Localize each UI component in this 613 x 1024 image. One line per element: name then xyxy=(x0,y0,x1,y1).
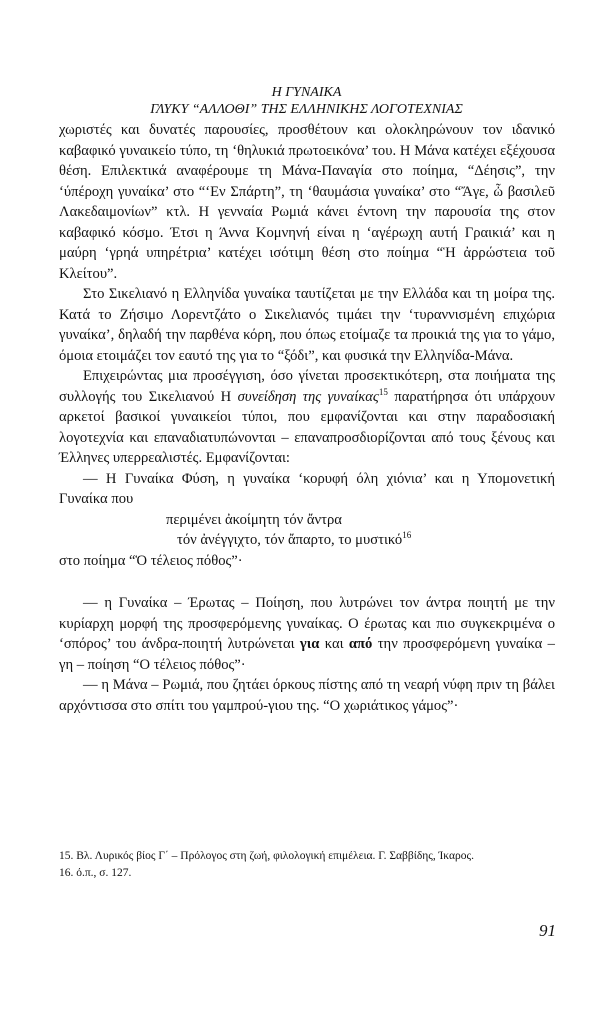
paragraph-7: — η Μάνα – Ρωμιά, που ζητάει όρκους πίστης από τη νεαρή νύφη πριν τη βάλει αρχόντισσα στο σπίτι του γαμπρού-γιου της. “Ο χωριάτικος γάμος”· xyxy=(59,677,555,714)
footnote-16: 16. ό.π., σ. 127. xyxy=(59,867,132,879)
verse-line-2 xyxy=(59,530,555,551)
paragraph-3-end: παρατήρησα ότι υπάρχουν αρκετοί βασικοί γυναικείοι τύποι, που εμφανίζονται και στην παραδοσιακή λογοτεχνία και επαναδιατυπώνονται – επαναπροσδιορίζονται από τους ξένους και Έλληνες υπερρεαλιστές. Εμφανίζονται: xyxy=(59,388,555,466)
paragraph-6-mid: και xyxy=(319,636,349,652)
header-title: Η ΓΥΝΑΙΚΑ xyxy=(271,85,342,100)
paragraph-4: — Η Γυναίκα Φύση, η γυναίκα ‘κορυφή όλη χιόνια’ και η Υπομονετική Γυναίκα που xyxy=(59,470,555,507)
verse-line-2-text: τόν ἀνέγγιχτο, τόν ἄπαρτο, το μυστικό xyxy=(177,532,403,548)
running-header xyxy=(60,84,553,118)
paragraph-6 xyxy=(59,593,555,675)
paragraph-2: Στο Σικελιανό η Ελληνίδα γυναίκα ταυτίζεται με την Ελλάδα και τη μοίρα της. Κατά το Ζήσιμο Λορεντζάτο ο Σικελιανός τιμάει την ‘τυραννισμένη επιχώρια γυναίκα’, δηλαδή την παρθένα κόρη, που όπως ετοίμαζε τα προικιά της για το γάμο, όμοια ετοιμάζει τον εαυτό της για το “ξόδι”, και φυσικά την Ελληνίδα-Μάνα. xyxy=(59,286,555,364)
spacer xyxy=(59,571,555,593)
footnote-ref-15: 15 xyxy=(378,386,388,397)
verse-line-1: περιμένει ἀκοίμητη τόν ἄντρα xyxy=(166,511,342,528)
footnote-15: 15. Βλ. Λυρικός βίος Γ΄ – Πρόλογος στη ζωή, φιλολογική επιμέλεια. Γ. Σαββίδης, Ίκαρος. xyxy=(59,850,474,862)
paragraph-5: στο ποίημα “Ὁ τέλειος πόθος”· xyxy=(59,552,243,569)
footnote-ref-16: 16 xyxy=(402,530,412,541)
paragraph-6-a: — η Γυναίκα – Έρωτας – Ποίηση, που λυτρώνει τον άντρα ποιητή με την κυρίαρχη μορφή της προσφερόμενης γυναίκας. Ο έρωτας και πιο συγκεκριμένα ο ‘σπόρος’ του άνδρα-ποιητή λυτρώνεται xyxy=(59,595,555,652)
bold-word-apo: από xyxy=(348,636,373,652)
book-title: συνείδηση της γυναίκας xyxy=(237,388,379,405)
footnotes xyxy=(59,848,555,882)
bold-word-gia: για xyxy=(299,636,320,652)
paragraph-3 xyxy=(59,366,555,469)
page-number: 91 xyxy=(539,921,556,940)
header-subtitle: ΓΛΥΚΥ “ΑΛΛΟΘΙ” ΤΗΣ ΕΛΛΗΝΙΚΗΣ ΛΟΓΟΤΕΧΝΙΑΣ xyxy=(150,102,463,117)
main-text xyxy=(59,120,555,716)
paragraph-6-c: την προσφερόμενη γυναίκα – γη – ποίηση “Ο τέλειος πόθος”· xyxy=(59,636,555,673)
paragraph-1: χωριστές και δυνατές παρουσίες, προσθέτουν και ολοκληρώνουν τον ιδανικό καβαφικό γυναικείο τύπο, τη ‘θηλυκιά πρωτοεικόνα’ του. Η Μάνα κατέχει εξέχουσα θέση. Επιλεκτικά αναφέρουμε τη Μάνα-Παναγία στο ποίημα, “Δέησις”, την ‘ύπέροχη γυναίκα’ στο “‘Εν Σπάρτη”, τη ‘θαυμάσια γυναίκα’ στο “Ἄγε, ὦ βασιλεῦ Λακεδαιμονίων” κτλ. Η γενναία Ρωμιά κάνει έντονη την παρουσία της στον καβαφικό κόσμο. Έτσι η Άννα Κομνηνή είναι η ‘αγέρωχη αυτή Γραικιά’ και η μαύρη ‘γρηά υπηρέτρια’ κατέχει ισότιμη θέση στο ποίημα “Ἡ ἀρρώστεια τοῦ Κλείτου”. xyxy=(59,122,555,282)
paragraph-3-start: Επιχειρώντας μια προσέγγιση, όσο γίνεται προσεκτικότερη, στα ποιήματα της συλλογής του Σικελιανού Η xyxy=(59,368,555,405)
